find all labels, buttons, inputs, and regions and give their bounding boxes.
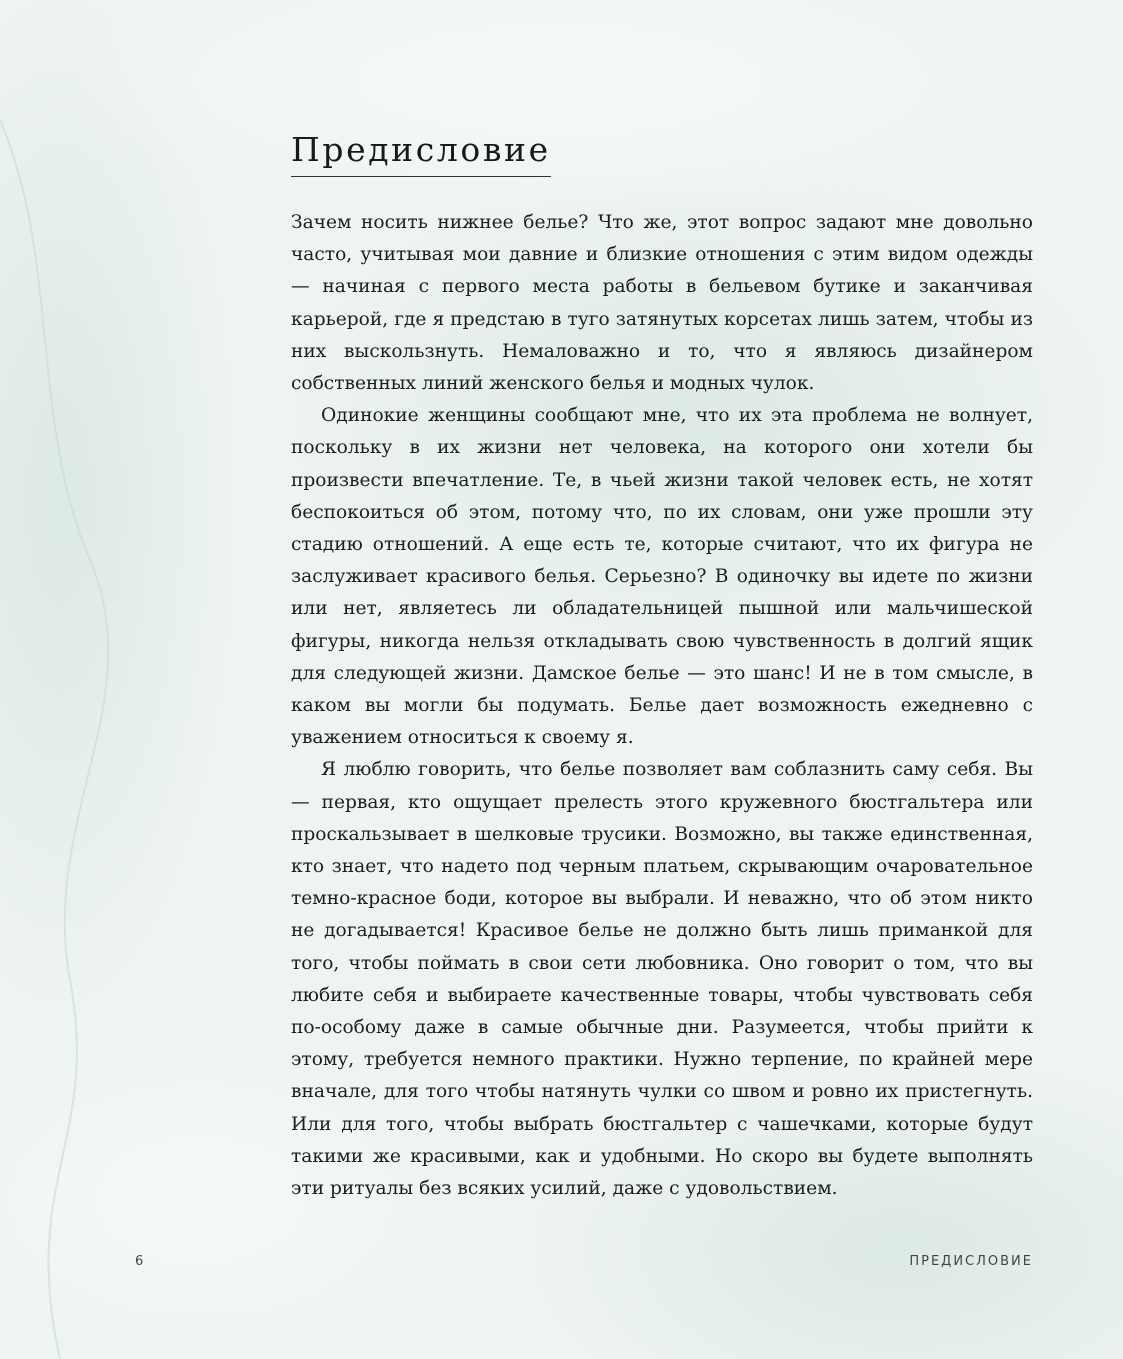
running-head: ПРЕДИСЛОВИЕ xyxy=(909,1254,1033,1269)
paragraph: Зачем носить нижнее белье? Что же, этот вопрос задают мне довольно часто, учитывая мои давние и близкие отношения с этим видом одежды — начиная с первого места работы в бельевом бутике и заканчивая карьерой, где я предстаю в туго затянутых корсетах лишь затем, чтобы из них выскользнуть. Немаловажно и то, что я являюсь дизайнером собственных линий женского белья и модных чулок. xyxy=(291,212,1033,395)
paragraph: Одинокие женщины сообщают мне, что их эта проблема не волнует, поскольку в их жизни нет человека, на которого они хотели бы произвести впечатление. Те, в чьей жизни такой человек есть, не хотят беспокоиться об этом, потому что, по их словам, они уже прошли эту стадию отношений. А еще есть те, которые считают, что их фигура не заслуживает красивого белья. Серьезно? В одиночку вы идете по жизни или нет, являетесь ли обладательницей пышной или мальчишеской фигуры, никогда нельзя откладывать свою чувственность в долгий ящик для следующей жизни. Дамское белье — это шанс! И не в том смысле, в каком вы могли бы подумать. Белье дает возможность ежедневно с уважением относиться к своему я. xyxy=(291,405,1033,749)
main-text-block xyxy=(291,128,1033,1205)
paragraph: Я люблю говорить, что белье позволяет вам соблазнить саму себя. Вы — первая, кто ощущает прелесть этого кружевного бюстгальтера или проскальзывает в шелковые трусики. Возможно, вы также единственная, кто знает, что надето под черным платьем, скрывающим очаровательное темно-красное боди, которое вы выбрали. И неважно, что об этом никто не догадывается! Красивое белье не должно быть лишь приманкой для того, чтобы поймать в свои сети любовника. Оно говорит о том, что вы любите себя и выбираете качественные товары, чтобы чувствовать себя по-особому даже в самые обычные дни. Разумеется, чтобы прийти к этому, требуется немного практики. Нужно терпение, по крайней мере вначале, для того чтобы натянуть чулки со швом и ровно их пристегнуть. Или для того, чтобы выбрать бюстгальтер с чашечками, которые будут такими же красивыми, как и удобными. Но скоро вы будете выполнять эти ритуалы без всяких усилий, даже с удовольствием. xyxy=(291,759,1033,1200)
page-number: 6 xyxy=(135,1254,146,1269)
chapter-title: Предисловие xyxy=(291,128,551,177)
